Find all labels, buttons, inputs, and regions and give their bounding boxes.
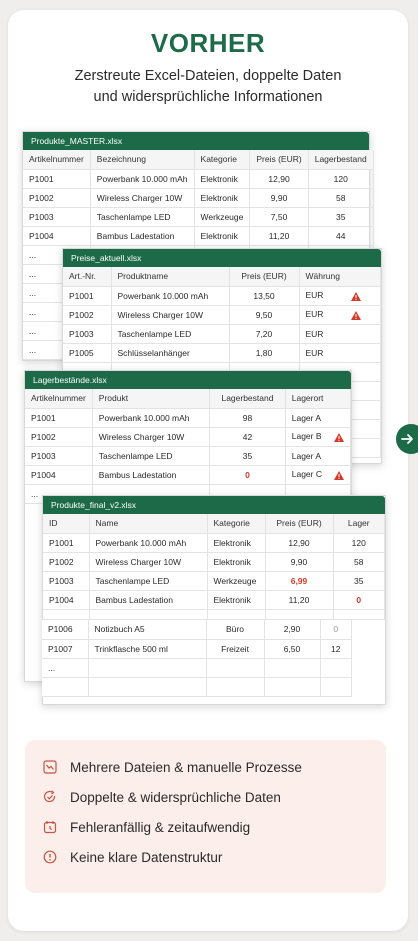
table-cell: Powerbank 10.000 mAh bbox=[111, 286, 229, 305]
table-cell: 12,90 bbox=[265, 533, 333, 552]
table-row bbox=[25, 427, 351, 446]
table-cell: Bambus Ladestation bbox=[92, 465, 209, 484]
table-cell-error: 6,99 bbox=[265, 571, 333, 590]
column-header: Lagerbestand bbox=[308, 150, 373, 169]
table-row bbox=[63, 305, 381, 324]
table-cell: Werkzeuge bbox=[194, 207, 250, 226]
table-cell: 120 bbox=[333, 533, 385, 552]
column-header: Art.-Nr. bbox=[63, 267, 111, 286]
table-cell-ellipsis: ... bbox=[23, 283, 90, 302]
table-cell: Wireless Charger 10W bbox=[111, 305, 229, 324]
table-cell: 35 bbox=[308, 207, 373, 226]
table-cell: 12 bbox=[320, 639, 352, 658]
table-cell: 9,90 bbox=[265, 552, 333, 571]
table-cell: Bambus Ladestation bbox=[90, 226, 194, 245]
table-cell: EUR bbox=[299, 343, 381, 362]
table-cell: 12,90 bbox=[250, 169, 308, 188]
warning-icon bbox=[351, 311, 361, 320]
subtitle-line-1: Zerstreute Excel-Dateien, doppelte Daten bbox=[74, 68, 342, 84]
info-circle-icon bbox=[43, 850, 57, 864]
table-cell: P1003 bbox=[63, 324, 111, 343]
subtitle-line-2: und widersprüchliche Informationen bbox=[93, 89, 323, 105]
table-cell: Elektronik bbox=[207, 533, 265, 552]
column-header: Lagerort bbox=[285, 389, 350, 408]
problem-label: Mehrere Dateien & manuelle Prozesse bbox=[70, 759, 302, 775]
problem-item bbox=[43, 787, 281, 807]
table-cell bbox=[285, 427, 350, 446]
table-cell: P1003 bbox=[43, 571, 89, 590]
column-header: Artikelnummer bbox=[23, 150, 90, 169]
page-subtitle bbox=[8, 66, 408, 108]
table-cell: Taschenlampe LED bbox=[111, 324, 229, 343]
table-cell: 0 bbox=[320, 620, 352, 639]
table-cell: Wireless Charger 10W bbox=[90, 188, 194, 207]
table-cell: P1002 bbox=[63, 305, 111, 324]
sheet-filename: Preise_aktuell.xlsx bbox=[63, 249, 381, 267]
table-cell bbox=[299, 286, 381, 305]
table-cell: Lager A bbox=[285, 408, 350, 427]
table-cell: Powerbank 10.000 mAh bbox=[89, 533, 207, 552]
table-cell-ellipsis: ... bbox=[25, 484, 92, 503]
warning-icon bbox=[334, 433, 344, 442]
table-cell bbox=[299, 305, 381, 324]
table-row bbox=[42, 677, 352, 696]
column-header: Preis (EUR) bbox=[265, 514, 333, 533]
table-cell-error: 0 bbox=[333, 590, 385, 609]
table-cell: 9,90 bbox=[250, 188, 308, 207]
table-cell: Wireless Charger 10W bbox=[89, 552, 207, 571]
table-row bbox=[25, 446, 351, 465]
table-cell: 120 bbox=[308, 169, 373, 188]
table-cell: P1002 bbox=[23, 188, 90, 207]
table-cell: 11,20 bbox=[250, 226, 308, 245]
table-row bbox=[23, 226, 373, 245]
table-cell: EUR bbox=[299, 324, 381, 343]
table-cell: Powerbank 10.000 mAh bbox=[92, 408, 209, 427]
column-header: Produkt bbox=[92, 389, 209, 408]
problem-label: Keine klare Datenstruktur bbox=[70, 849, 223, 865]
table-cell: P1003 bbox=[23, 207, 90, 226]
table-cell-ellipsis: ... bbox=[23, 340, 90, 359]
currency-value: EUR bbox=[305, 290, 324, 301]
table-cell: Freizeit bbox=[206, 639, 264, 658]
table-cell: Elektronik bbox=[207, 552, 265, 571]
table-row bbox=[42, 658, 352, 677]
table-cell: 1,80 bbox=[229, 343, 299, 362]
table-cell: 9,50 bbox=[229, 305, 299, 324]
table-cell: P1001 bbox=[63, 286, 111, 305]
column-header: Lagerbestand bbox=[210, 389, 286, 408]
table-cell-error: 0 bbox=[210, 465, 286, 484]
column-header: Name bbox=[89, 514, 207, 533]
table-cell: Elektronik bbox=[207, 590, 265, 609]
table-cell: P1004 bbox=[23, 226, 90, 245]
table-cell: P1004 bbox=[25, 465, 92, 484]
table-row bbox=[63, 286, 381, 305]
problem-item bbox=[43, 757, 302, 777]
table-cell: Lager A bbox=[285, 446, 350, 465]
sheet-filename: Produkte_MASTER.xlsx bbox=[23, 132, 369, 150]
column-header: Preis (EUR) bbox=[229, 267, 299, 286]
table-cell: Taschenlampe LED bbox=[92, 446, 209, 465]
table-row bbox=[43, 571, 385, 590]
sheet-table bbox=[42, 620, 352, 697]
problem-item bbox=[43, 847, 222, 867]
table-cell: 7,50 bbox=[250, 207, 308, 226]
table-cell-ellipsis: ... bbox=[42, 658, 88, 677]
page-title: VORHER bbox=[150, 28, 266, 58]
warning-icon bbox=[334, 471, 344, 480]
sheet-continuation bbox=[42, 620, 352, 697]
refresh-icon bbox=[43, 790, 57, 804]
table-cell-ellipsis: ... bbox=[23, 245, 90, 264]
table-cell-ellipsis: ... bbox=[23, 321, 90, 340]
column-header: Währung bbox=[299, 267, 381, 286]
table-row bbox=[25, 465, 351, 484]
table-row bbox=[63, 324, 381, 343]
problem-item bbox=[43, 817, 250, 837]
column-header: Bezeichnung bbox=[90, 150, 194, 169]
table-cell: P1001 bbox=[23, 169, 90, 188]
table-row bbox=[23, 207, 373, 226]
problem-label: Fehleranfällig & zeitaufwendig bbox=[70, 819, 251, 835]
table-cell: P1003 bbox=[25, 446, 92, 465]
alarm-clock-icon bbox=[43, 820, 57, 834]
table-cell: Notizbuch A5 bbox=[88, 620, 206, 639]
problems-panel bbox=[25, 740, 386, 893]
table-cell: 42 bbox=[210, 427, 286, 446]
table-cell: 98 bbox=[210, 408, 286, 427]
table-cell: P1006 bbox=[42, 620, 88, 639]
table-cell: Schlüsselanhänger bbox=[111, 343, 229, 362]
location-value: Lager B bbox=[291, 431, 322, 442]
column-header: Produktname bbox=[111, 267, 229, 286]
table-row-overlap bbox=[43, 609, 385, 619]
next-arrow-button[interactable] bbox=[396, 424, 418, 454]
problem-label: Doppelte & widersprüchliche Daten bbox=[70, 789, 281, 805]
column-header: Lager bbox=[333, 514, 385, 533]
table-cell: P1001 bbox=[43, 533, 89, 552]
table-row bbox=[23, 188, 373, 207]
table-row bbox=[43, 552, 385, 571]
table-cell-ellipsis: ... bbox=[23, 264, 90, 283]
table-row bbox=[42, 639, 352, 658]
sheet-table bbox=[43, 514, 385, 620]
table-cell: Bambus Ladestation bbox=[89, 590, 207, 609]
table-cell: Elektronik bbox=[194, 188, 250, 207]
table-cell: P1005 bbox=[63, 343, 111, 362]
arrow-right-icon bbox=[401, 432, 415, 446]
table-row bbox=[42, 620, 352, 639]
table-cell: P1002 bbox=[25, 427, 92, 446]
table-cell: 35 bbox=[333, 571, 385, 590]
column-header: ID bbox=[43, 514, 89, 533]
table-cell: 58 bbox=[333, 552, 385, 571]
currency-value: EUR bbox=[305, 309, 324, 320]
table-row bbox=[43, 533, 385, 552]
table-cell: 58 bbox=[308, 188, 373, 207]
table-cell: 7,20 bbox=[229, 324, 299, 343]
table-cell: Elektronik bbox=[194, 169, 250, 188]
table-cell: 6,50 bbox=[264, 639, 320, 658]
table-cell: P1007 bbox=[42, 639, 88, 658]
table-row bbox=[23, 169, 373, 188]
warning-icon bbox=[351, 292, 361, 301]
table-row bbox=[63, 343, 381, 362]
table-cell: P1004 bbox=[43, 590, 89, 609]
column-header: Kategorie bbox=[207, 514, 265, 533]
table-cell: P1002 bbox=[43, 552, 89, 571]
table-cell: 2,90 bbox=[264, 620, 320, 639]
sheet-filename: Produkte_final_v2.xlsx bbox=[43, 496, 385, 514]
table-cell: Taschenlampe LED bbox=[89, 571, 207, 590]
table-cell bbox=[285, 465, 350, 484]
table-cell: Taschenlampe LED bbox=[90, 207, 194, 226]
location-value: Lager C bbox=[291, 469, 322, 480]
table-cell-ellipsis: ... bbox=[23, 302, 90, 321]
table-cell: 11,20 bbox=[265, 590, 333, 609]
column-header: Preis (EUR) bbox=[250, 150, 308, 169]
table-cell: 35 bbox=[210, 446, 286, 465]
column-header: Kategorie bbox=[194, 150, 250, 169]
chart-down-icon bbox=[43, 760, 57, 774]
table-cell: 44 bbox=[308, 226, 373, 245]
table-row bbox=[25, 408, 351, 427]
sheet-table bbox=[25, 389, 351, 504]
table-cell: Powerbank 10.000 mAh bbox=[90, 169, 194, 188]
table-cell: 13,50 bbox=[229, 286, 299, 305]
sheet-filename: Lagerbestände.xlsx bbox=[25, 371, 351, 389]
table-cell: Wireless Charger 10W bbox=[92, 427, 209, 446]
column-header: Artikelnummer bbox=[25, 389, 92, 408]
table-cell: Werkzeuge bbox=[207, 571, 265, 590]
table-cell: Trinkflasche 500 ml bbox=[88, 639, 206, 658]
table-cell: Büro bbox=[206, 620, 264, 639]
table-row bbox=[43, 590, 385, 609]
table-cell: P1001 bbox=[25, 408, 92, 427]
table-cell: Elektronik bbox=[194, 226, 250, 245]
